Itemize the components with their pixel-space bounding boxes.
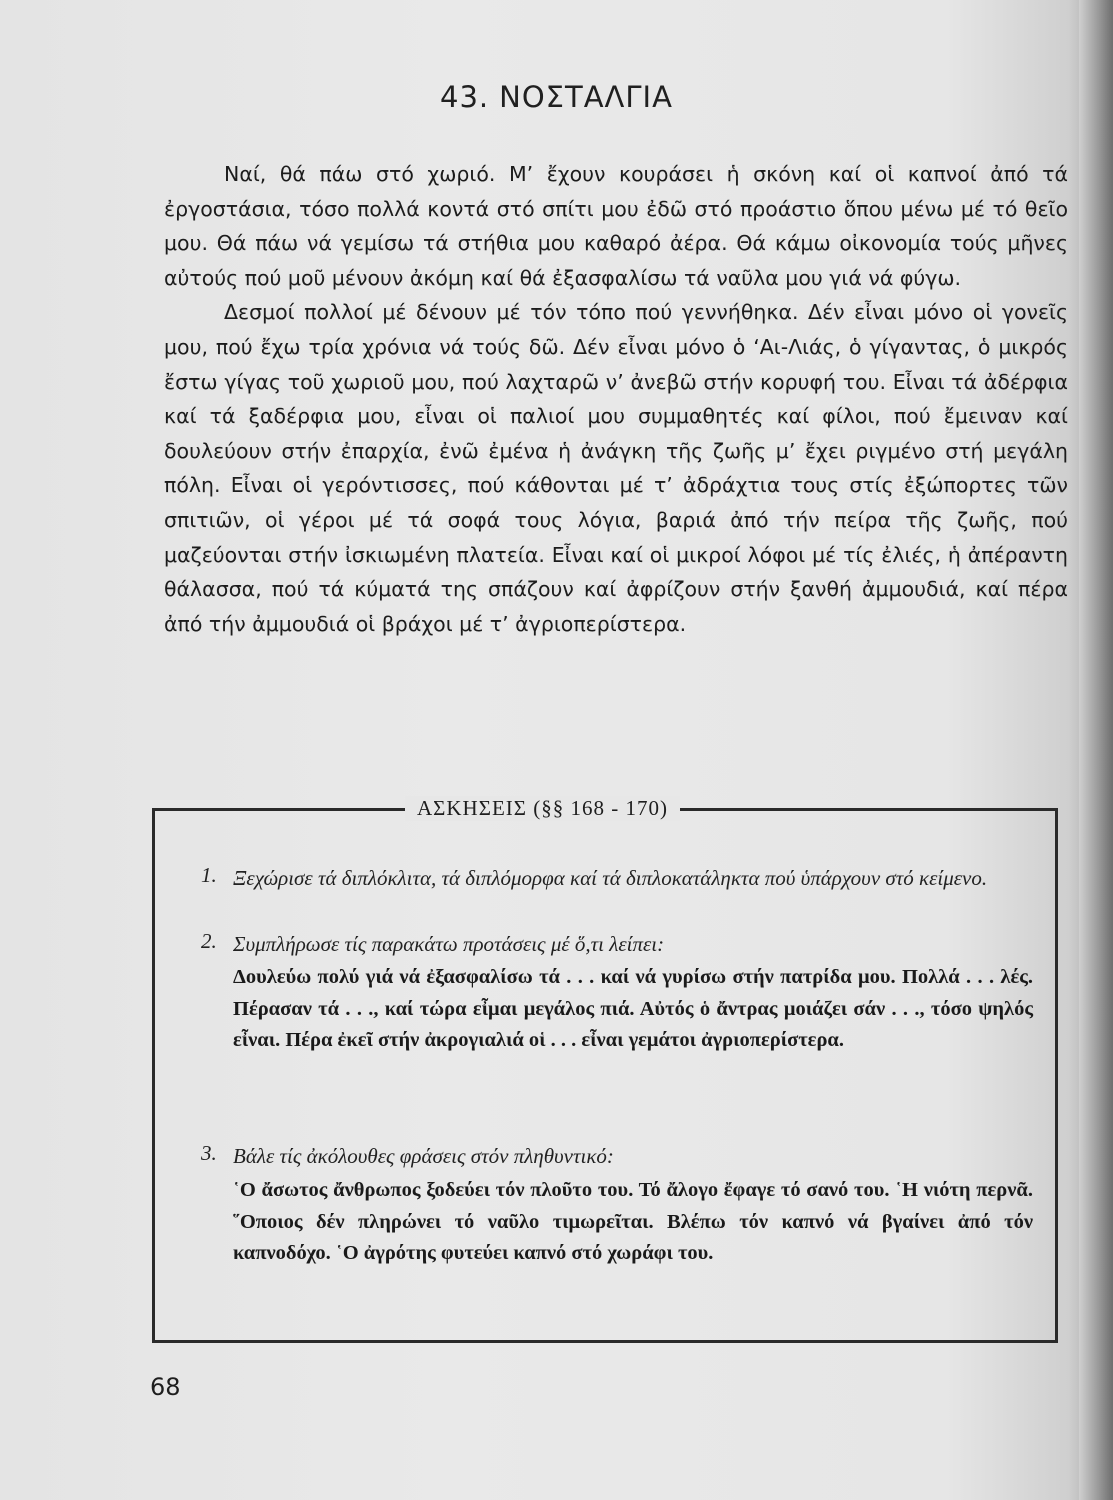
exercise-number: 2. xyxy=(201,929,217,953)
chapter-number: 43. xyxy=(440,80,490,114)
exercise-instruction: Συμπλήρωσε τίς παρακάτω προτάσεις μέ ὅ,τι λείπει: xyxy=(233,932,665,956)
exercise-instruction: Βάλε τίς ἀκόλουθες φράσεις στόν πληθυντικό: xyxy=(233,1144,614,1168)
paragraph: Ναί, θά πάω στό χωριό. Μ’ ἔχουν κουράσει ἡ σκόνη καί οἱ καπνοί ἀπό τά ἐργοστάσια, τόσο πολλά κοντά στό σπίτι μου ἐδῶ στό προάστιο ὅπου μένω μέ τό θεῖο μου. Θά πάω νά γεμίσω τά στήθια μου καθαρό ἀέρα. Θά κάμω οἰκονομία τούς μῆνες αὐτούς πού μοῦ μένουν ἀκόμη καί θά ἐξασφαλίσω τά ναῦλα μου γιά νά φύγω. xyxy=(164,162,1068,290)
book-gutter-shadow xyxy=(1079,0,1113,1500)
exercises-heading: ΑΣΚΗΣΕΙΣ (§§ 168 - 170) xyxy=(405,796,680,821)
exercise-content: Δουλεύω πολύ γιά νά ἐξασφαλίσω τά . . . καί νά γυρίσω στήν πατρίδα μου. Πολλά . . . λές. Πέρασαν τά . . ., καί τώρα εἶμαι μεγάλος πιά. Αὐτός ὁ ἄντρας μοιάζει σάν . . ., τόσο ψηλός εἶναι. Πέρα ἐκεῖ στήν ἀκρογιαλιά οἱ . . . εἶναι γεμάτοι ἀγριοπερίστερα. xyxy=(233,966,1033,1052)
exercise-instruction: Ξεχώρισε τά διπλόκλιτα, τά διπλόμορφα καί τά διπλοκατάληκτα πού ὑπάρχουν στό κείμενο. xyxy=(233,866,988,890)
exercise-content: ῾Ο ἄσωτος ἄνθρωπος ξοδεύει τόν πλοῦτο του. Τό ἄλογο ἔφαγε τό σανό του. ῾Η νιότη περνᾶ. ῞Οποιος δέν πληρώνει τό ναῦλο τιμωρεῖται. Βλέπω τόν καπνό νά βγαίνει ἀπό τόν καπνοδόχο. ῾Ο ἀγρότης φυτεύει καπνό στό χωράφι του. xyxy=(233,1179,1033,1265)
chapter-body xyxy=(164,157,1068,641)
exercises-box xyxy=(152,796,1058,1343)
chapter-title xyxy=(0,80,1113,114)
page-number: 68 xyxy=(150,1373,181,1401)
exercise-number: 3. xyxy=(201,1141,217,1165)
chapter-title-text: ΝΟΣΤΑΛΓΙΑ xyxy=(499,80,673,114)
paragraph: Δεσμοί πολλοί μέ δένουν μέ τόν τόπο πού γεννήθηκα. Δέν εἶναι μόνο οἱ γονεῖς μου, πού ἔχω τρία χρόνια νά τούς δῶ. Δέν εἶναι μόνο ὁ ‘Αι-Λιάς, ὁ γίγαντας, ὁ μικρός ἔστω γίγας τοῦ χωριοῦ μου, πού λαχταρῶ ν’ ἀνεβῶ στήν κορυφή του. Εἶναι τά ἀδέρφια καί τά ξαδέρφια μου, εἶναι οἱ παλιοί μου συμμαθητές καί φίλοι, πού ἔμειναν καί δουλεύουν στήν ἐπαρχία, ἐνῶ ἐμένα ἡ ἀνάγκη τῆς ζωῆς μ’ ἔχει ριγμένο στή μεγάλη πόλη. Εἶναι οἱ γερόντισσες, πού κάθονται μέ τ’ ἀδράχτια τους στίς ἐξώπορτες τῶν σπιτιῶν, οἱ γέροι μέ τά σοφά τους λόγια, βαριά ἀπό τήν πείρα τῆς ζωῆς, πού μαζεύονται στήν ἰσκιωμένη πλατεία. Εἶναι καί οἱ μικροί λόφοι μέ τίς ἐλιές, ἡ ἀπέραντη θάλασσα, πού τά κύματά της σπάζουν καί ἀφρίζουν στήν ξανθή ἀμμουδιά, καί πέρα ἀπό τήν ἀμμουδιά οἱ βράχοι μέ τ’ ἀγριοπερίστερα. xyxy=(164,300,1068,636)
exercise-number: 1. xyxy=(201,863,217,887)
